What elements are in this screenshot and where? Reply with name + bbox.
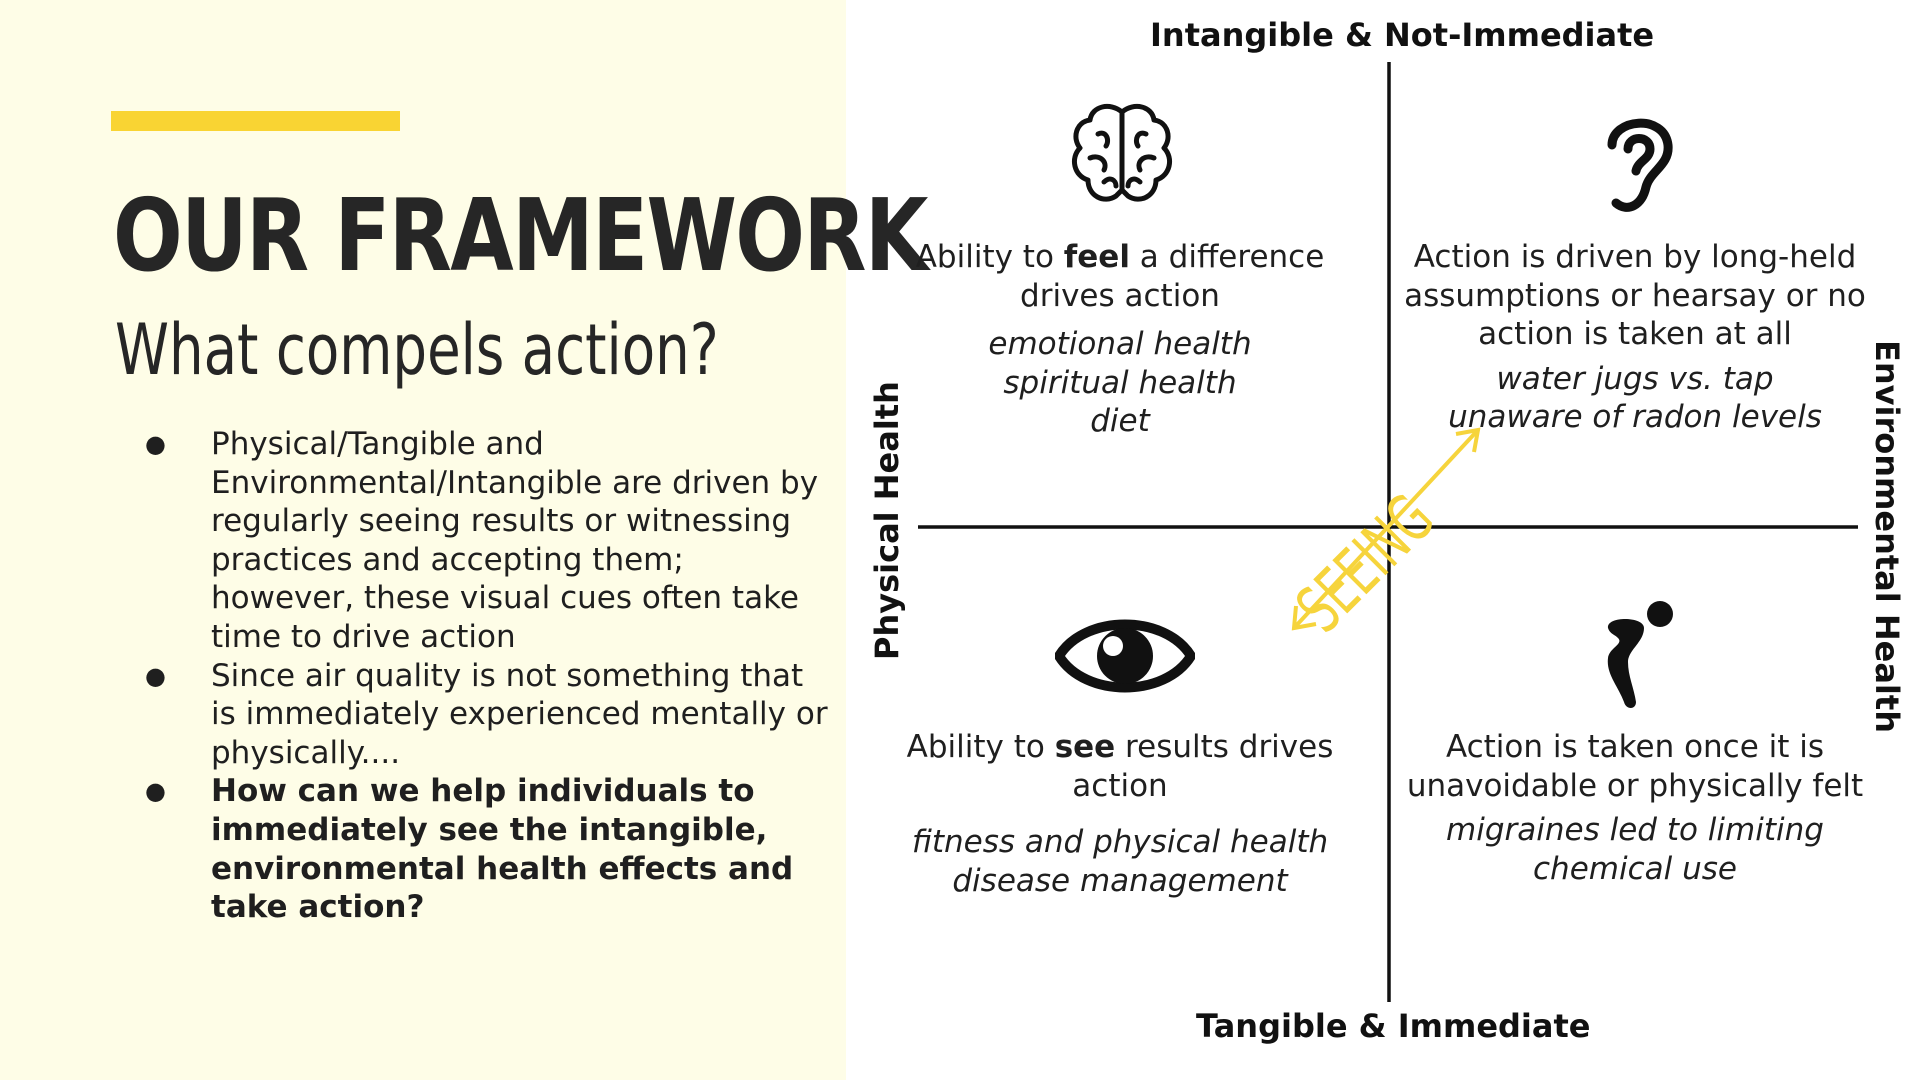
- bullet-dot: ●: [145, 777, 166, 806]
- lead-emphasis: see: [1054, 729, 1116, 765]
- example-item: fitness and physical health: [911, 824, 1329, 860]
- quadrant-lead: Action is driven by long-held assumptions or hearsay or no action is taken at all: [1404, 239, 1866, 352]
- slide-subtitle: What compels action?: [115, 309, 719, 391]
- bullet-dot: ●: [145, 430, 166, 458]
- lead-emphasis: feel: [1063, 239, 1130, 275]
- ear-icon: [1598, 105, 1678, 220]
- quadrant-top-left: [890, 238, 1350, 441]
- axis-label-right: Environmental Health: [1868, 340, 1906, 733]
- lead-text: a difference drives action: [1020, 239, 1325, 314]
- lead-text: results drives action: [1072, 729, 1334, 804]
- example-item: water jugs vs. tap: [1496, 360, 1774, 397]
- example-item: disease management: [952, 862, 1288, 899]
- slide-title: OUR FRAMEWORK: [113, 177, 927, 294]
- quadrant-examples: [890, 823, 1350, 900]
- bullet-text: How can we help individuals to immediately see the intangible, environmental health effects and take action?: [211, 773, 794, 926]
- quadrant-examples: [1390, 811, 1880, 888]
- quadrant-bottom-right: [1390, 728, 1880, 888]
- bullet-text: Physical/Tangible and Environmental/Intangible are driven by regularly seeing results or witnessing practices and accepting them; however, these visual cues often take time to drive action: [211, 426, 819, 655]
- lead-text: Ability to: [906, 729, 1055, 765]
- bullet-text: Since air quality is not something that is immediately experienced mentally or physically....: [211, 657, 828, 771]
- quadrant-top-right: [1390, 238, 1880, 437]
- person-bent-icon: [1598, 598, 1678, 713]
- quadrant-bottom-left: [890, 728, 1350, 900]
- quadrant-lead: [890, 728, 1350, 805]
- example-item: emotional health: [988, 326, 1252, 362]
- axis-label-bottom: Tangible & Immediate: [1196, 1007, 1591, 1045]
- eye-icon: [1055, 612, 1195, 700]
- example-item: migraines led to limiting: [1446, 812, 1824, 848]
- example-item: chemical use: [1533, 850, 1737, 887]
- quadrant-lead: Action is taken once it is unavoidable or physically felt: [1406, 729, 1864, 804]
- quadrant-examples: [1390, 360, 1880, 437]
- lead-text: Ability to: [915, 239, 1064, 275]
- axis-label-left: Physical Health: [868, 381, 906, 660]
- bullet-dot: ●: [145, 661, 166, 690]
- quadrant-examples: [890, 325, 1350, 441]
- quadrant-lead: [890, 238, 1350, 315]
- axis-label-top: Intangible & Not-Immediate: [1150, 16, 1655, 54]
- brain-icon: [1070, 100, 1174, 210]
- seeing-label: SEEING: [1281, 480, 1449, 647]
- example-item: spiritual health: [1003, 364, 1237, 401]
- example-item: diet: [1090, 403, 1150, 439]
- example-item: unaware of radon levels: [1448, 399, 1822, 435]
